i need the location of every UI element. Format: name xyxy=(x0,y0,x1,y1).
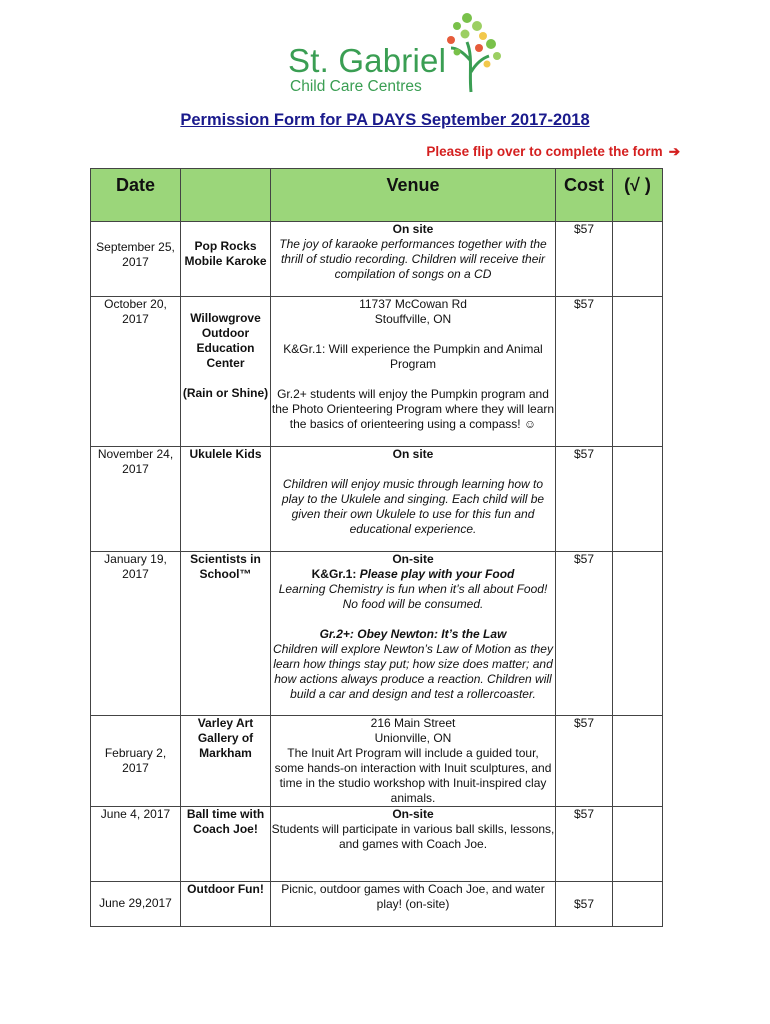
table-row xyxy=(91,222,663,297)
header-check: (√ ) xyxy=(613,169,663,222)
row-checkbox[interactable] xyxy=(613,297,663,447)
row-event: Pop Rocks Mobile Karoke xyxy=(181,222,271,297)
arrow-right-icon: ➔ xyxy=(668,144,680,159)
row-event: Scientists in School™ xyxy=(181,552,271,716)
table-row xyxy=(91,716,663,807)
row-venue xyxy=(271,222,556,297)
row-checkbox[interactable] xyxy=(613,882,663,927)
table-row xyxy=(91,807,663,882)
row-cost: $57 xyxy=(556,716,613,807)
row-event: Ukulele Kids xyxy=(181,447,271,552)
row-date: January 19, 2017 xyxy=(91,552,181,716)
table-row xyxy=(91,297,663,447)
venue-line: On site xyxy=(392,222,434,236)
program-name: Please play with your Food xyxy=(359,567,515,581)
venue-line: Gr.2+ students will enjoy the Pumpkin program and the Photo Orienteering Program where they will learn the basics of orienteering using a compass! ☺ xyxy=(271,387,555,431)
row-event: Varley Art Gallery of Markham xyxy=(181,716,271,807)
row-event: Outdoor Fun! xyxy=(181,882,271,927)
venue-line: Picnic, outdoor games with Coach Joe, and water play! (on-site) xyxy=(281,882,545,911)
table-header-row xyxy=(91,169,663,222)
row-event xyxy=(181,297,271,447)
tree-icon xyxy=(443,12,503,94)
row-event: Ball time with Coach Joe! xyxy=(181,807,271,882)
pa-day-table xyxy=(90,168,663,927)
flip-note xyxy=(426,144,680,160)
page-title: Permission Form for PA DAYS September 2017-2018 xyxy=(180,111,590,129)
row-date: February 2, 2017 xyxy=(91,716,181,807)
header-date: Date xyxy=(91,169,181,222)
program-name: Obey Newton: It’s the Law xyxy=(357,627,507,641)
event-note: (Rain or Shine) xyxy=(182,386,269,400)
venue-line: Children will enjoy music through learning how to play to the Ukulele and singing. Each child will be given their own Ukulele to use for this fun and educational experience. xyxy=(281,477,545,536)
venue-line xyxy=(271,627,555,642)
logo xyxy=(288,12,498,94)
logo-subtitle: Child Care Centres xyxy=(290,78,422,95)
row-cost: $57 xyxy=(556,447,613,552)
venue-line: On-site xyxy=(392,552,434,566)
row-venue xyxy=(271,807,556,882)
row-date: September 25, 2017 xyxy=(91,222,181,297)
row-checkbox[interactable] xyxy=(613,447,663,552)
table-row xyxy=(91,552,663,716)
logo-title: St. Gabriel xyxy=(288,42,447,79)
venue-line: Unionville, ON xyxy=(374,731,452,745)
table-row xyxy=(91,882,663,927)
table-row xyxy=(91,447,663,552)
row-cost: $57 xyxy=(556,297,613,447)
event-name: Willowgrove Outdoor Education Center xyxy=(190,311,261,370)
row-cost: $57 xyxy=(556,222,613,297)
row-venue xyxy=(271,552,556,716)
row-cost: $57 xyxy=(556,552,613,716)
row-checkbox[interactable] xyxy=(613,716,663,807)
venue-line: 11737 McCowan Rd xyxy=(359,297,467,311)
row-checkbox[interactable] xyxy=(613,552,663,716)
header-blank xyxy=(181,169,271,222)
grade-label: Gr.2+: xyxy=(319,627,358,641)
row-date: June 29,2017 xyxy=(91,882,181,927)
row-venue xyxy=(271,716,556,807)
venue-line: The Inuit Art Program will include a guided tour, some hands-on interaction with Inuit sculptures, and time in the studio workshop with Inuit-inspired clay animals. xyxy=(274,746,552,805)
venue-line: K&Gr.1: Will experience the Pumpkin and Animal Program xyxy=(283,342,543,371)
row-checkbox[interactable] xyxy=(613,222,663,297)
row-date: October 20, 2017 xyxy=(91,297,181,447)
header-venue: Venue xyxy=(271,169,556,222)
flip-note-text: Please flip over to complete the form xyxy=(426,144,663,159)
venue-line: On site xyxy=(392,447,434,461)
row-cost: $57 xyxy=(556,807,613,882)
venue-line xyxy=(271,567,555,582)
venue-line: Children will explore Newton’s Law of Motion as they learn how things stay put; how size does matter; and how actions always produce a reaction. Children will build a car and design and test a rollercoaster. xyxy=(273,642,553,701)
grade-label: K&Gr.1: xyxy=(311,567,360,581)
row-checkbox[interactable] xyxy=(613,807,663,882)
header-cost: Cost xyxy=(556,169,613,222)
venue-line: Stouffville, ON xyxy=(374,312,452,326)
row-cost: $57 xyxy=(556,882,613,927)
row-date: November 24, 2017 xyxy=(91,447,181,552)
row-venue xyxy=(271,882,556,927)
venue-line: 216 Main Street xyxy=(370,716,456,730)
venue-line: Learning Chemistry is fun when it’s all about Food! No food will be consumed. xyxy=(278,582,548,611)
row-venue xyxy=(271,447,556,552)
venue-line: On-site xyxy=(392,807,434,821)
venue-line: The joy of karaoke performances together with the thrill of studio recording. Children will receive their compilation of songs on a CD xyxy=(279,237,547,281)
row-date: June 4, 2017 xyxy=(91,807,181,882)
row-venue xyxy=(271,297,556,447)
venue-line: Students will participate in various ball skills, lessons, and games with Coach Joe. xyxy=(271,822,555,851)
